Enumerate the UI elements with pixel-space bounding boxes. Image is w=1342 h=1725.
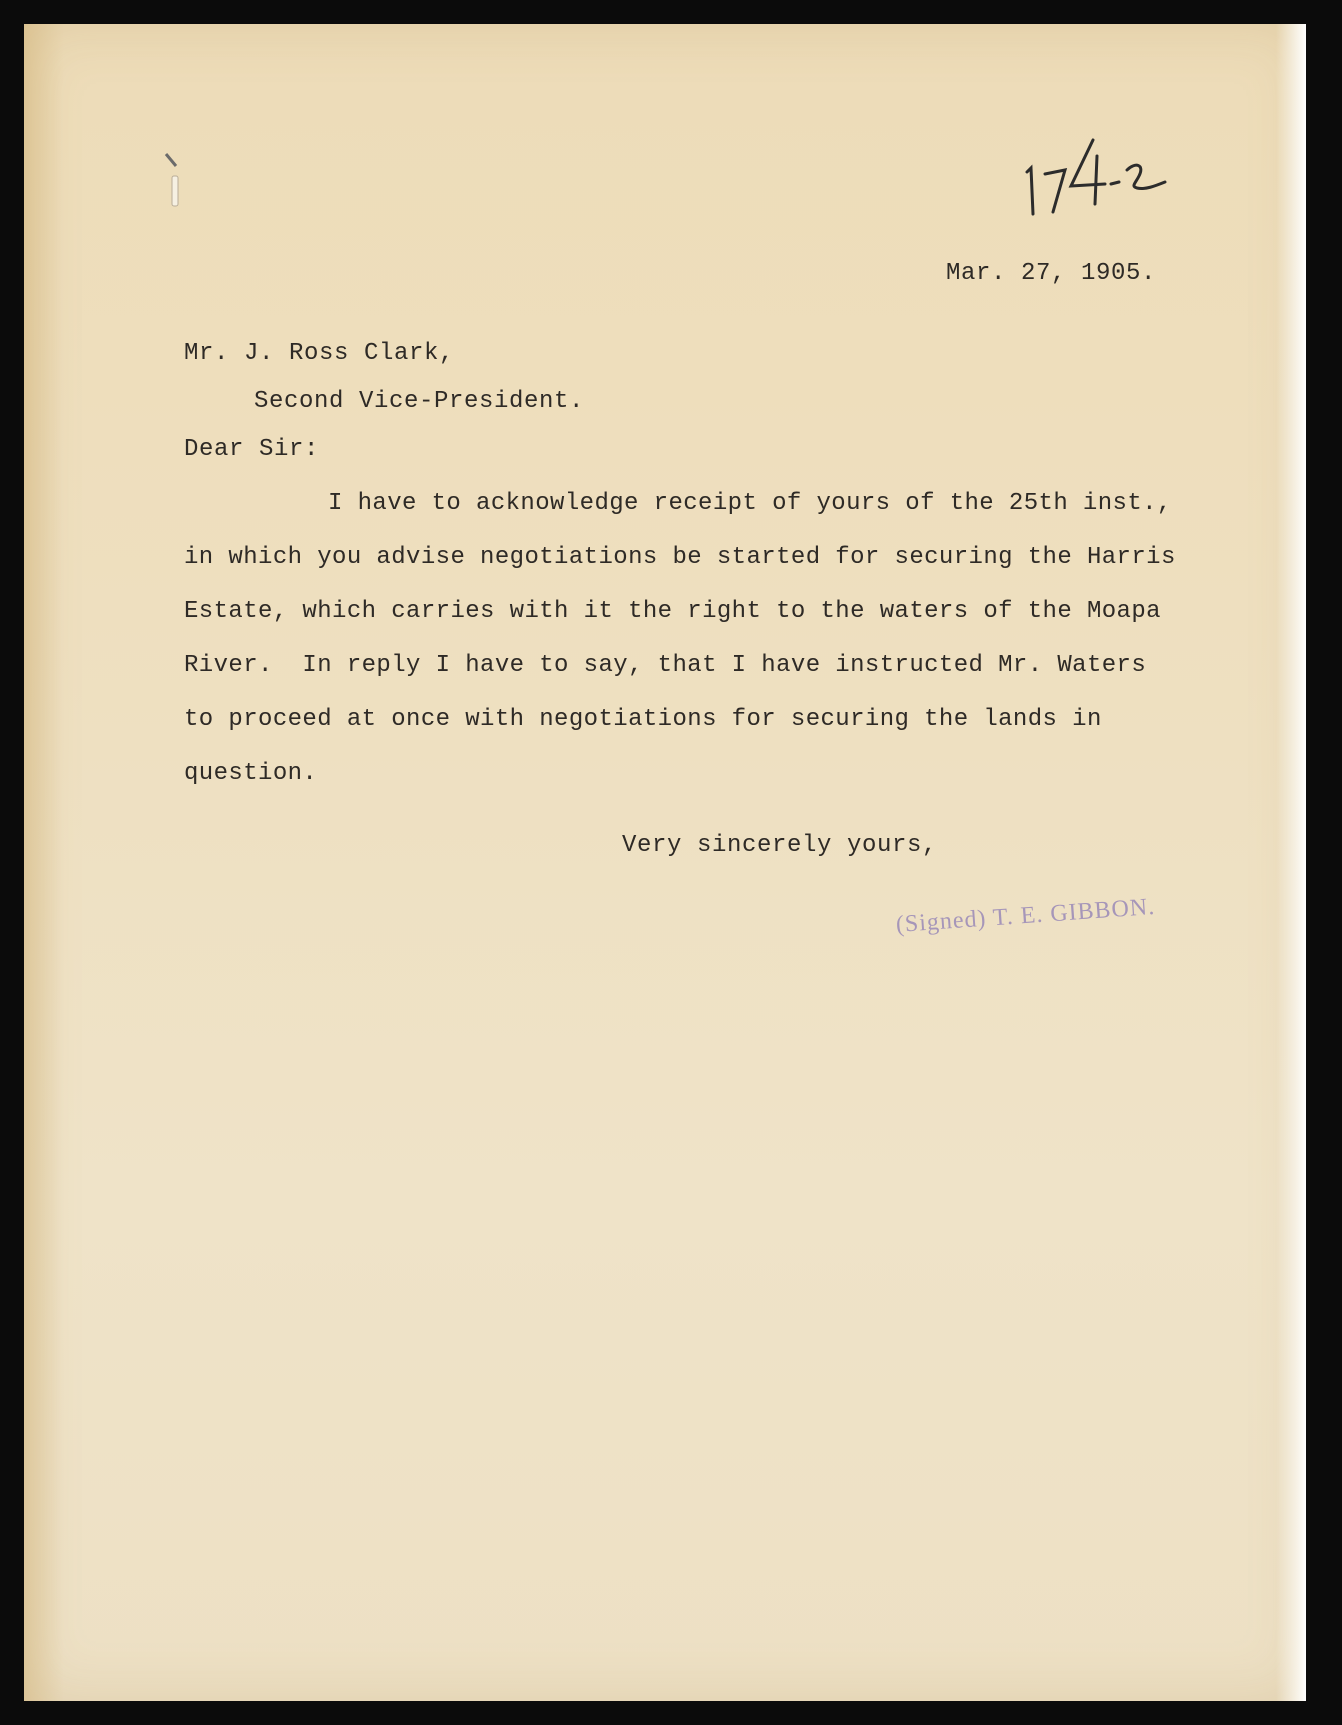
letter-page <box>24 24 1306 1701</box>
handwritten-folio-number <box>1019 134 1169 224</box>
letter-date: Mar. 27, 1905. <box>946 260 1157 287</box>
staple-mark-icon <box>162 150 188 214</box>
body-line: I have to acknowledge receipt of yours of the 25th inst., <box>328 490 1172 517</box>
recipient-name: Mr. J. Ross Clark, <box>184 340 455 367</box>
body-line: question. <box>184 760 318 787</box>
salutation: Dear Sir: <box>184 436 320 463</box>
page-right-edge <box>1276 24 1306 1701</box>
closing: Very sincerely yours, <box>622 832 938 859</box>
body-line: Estate, which carries with it the right to the waters of the Moapa <box>184 598 1161 625</box>
signature-stamp: (Signed) T. E. GIBBON. <box>895 893 1157 938</box>
body-line: in which you advise negotiations be started for securing the Harris <box>184 544 1176 571</box>
recipient-title: Second Vice-President. <box>254 388 585 415</box>
body-line: to proceed at once with negotiations for securing the lands in <box>184 706 1102 733</box>
page-left-shading <box>24 24 64 1701</box>
body-line: River. In reply I have to say, that I have instructed Mr. Waters <box>184 652 1147 679</box>
